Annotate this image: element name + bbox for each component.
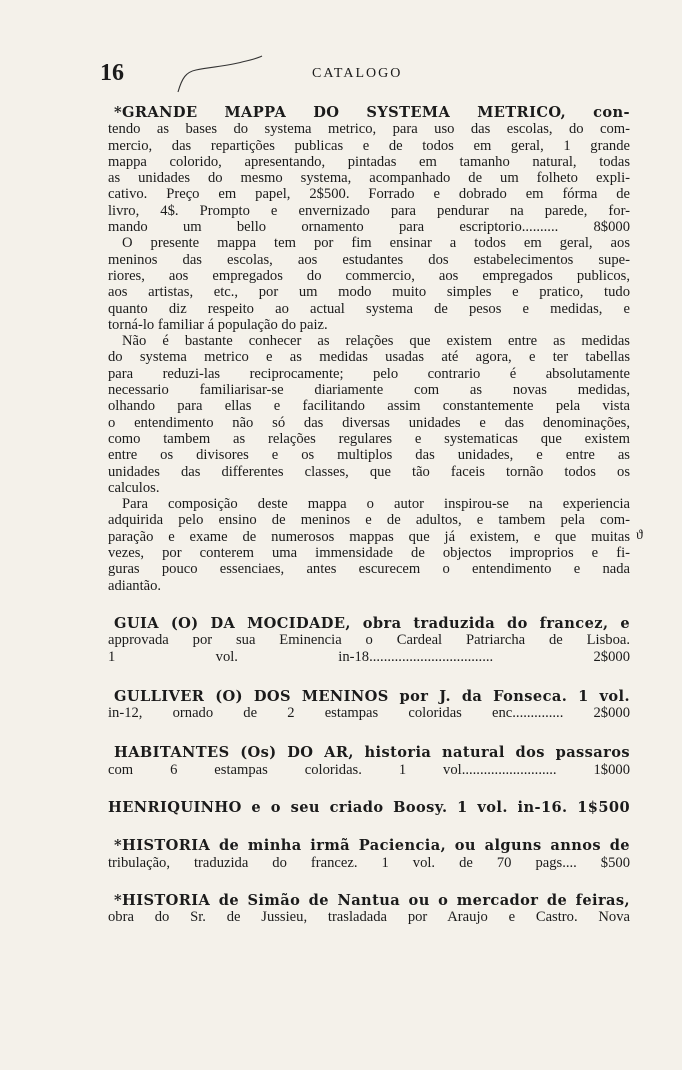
- entry-separator: [108, 816, 630, 838]
- text-line: aos artistas, etc., por um modo muito simples e pratico, tudo: [108, 284, 630, 301]
- mappa-paragraph-3: [108, 333, 630, 496]
- entry-separator: [108, 778, 630, 800]
- text-line: as unidades do mesmo systema, acompanhado de um folheto expli-: [108, 170, 630, 187]
- text-line: GULLIVER (O) DOS MENINOS por J. da Fonseca. 1 vol.: [114, 687, 630, 705]
- text-line: 1 vol. in-18.................................. 2$000: [108, 648, 630, 665]
- text-line: unidades das differentes classes, que tão faceis tornão todos os: [108, 463, 630, 480]
- entry-separator: [108, 665, 630, 689]
- text-line: *GRANDE MAPPA DO SYSTEMA METRICO, con-: [114, 104, 630, 121]
- entry-guia: [108, 616, 630, 665]
- text-line: do systema metrico e as medidas usadas até agora, e ter tabellas: [108, 349, 630, 366]
- text-line: riores, aos empregados do commercio, aos empregados publicos,: [108, 267, 630, 284]
- text-line: torná-lo familiar á população do paiz.: [108, 316, 328, 333]
- entry-separator: [108, 594, 630, 616]
- text-line: paração e exame de numerosos mappas que já existem, e que muitas: [108, 528, 630, 545]
- text-line: obra do Sr. de Jussieu, trasladada por Araujo e Castro. Nova: [108, 909, 630, 926]
- text-line: cativo. Preço em papel, 2$500. Forrado e dobrado em fórma de: [108, 186, 630, 203]
- text-line: necessario familiarisar-se diariamente com as novas medidas,: [108, 382, 630, 399]
- text-line: meninos das escolas, aos estudantes dos estabelecimentos supe-: [108, 251, 630, 268]
- text-line: o entendimento não só das diversas unidades e das denominações,: [108, 414, 630, 431]
- text-line: adiantão.: [108, 577, 162, 594]
- mappa-paragraph-2: [108, 235, 630, 333]
- page-number: 16: [100, 60, 124, 86]
- text-line: mappa colorido, apresentando, pintadas em tamanho natural, todas: [108, 153, 630, 170]
- text-line: entre os divisores e os multiplos das unidades, e entre as: [108, 447, 630, 464]
- text-line: calculos.: [108, 479, 160, 496]
- mappa-paragraph-1: [108, 105, 630, 235]
- text-line: mercio, das repartições publicas e de todos em geral, 1 grande: [108, 137, 630, 154]
- handwritten-pen-stroke: [168, 54, 268, 94]
- entry-gulliver: [108, 689, 630, 722]
- text-line: approvada por sua Eminencia o Cardeal Patriarcha de Lisboa.: [108, 632, 630, 649]
- text-line: adquirida pelo ensino de meninos e de adultos, e tambem pela com-: [108, 512, 630, 529]
- text-line: O presente mappa tem por fim ensinar a todos em geral, aos: [122, 235, 630, 252]
- text-line: in-12, ornado de 2 estampas coloridas enc.............. 2$000: [108, 705, 630, 722]
- text-line: olhando para ellas e facilitando assim constantemente pela vista: [108, 398, 630, 415]
- running-title: CATALOGO: [312, 66, 403, 81]
- text-line: *HISTORIA de Simão de Nantua ou o mercador de feiras,: [114, 891, 630, 909]
- text-line: mando um bello ornamento para escriptorio.......... 8$000: [108, 219, 630, 236]
- entry-separator: [108, 721, 630, 745]
- entry-historia-paciencia: [108, 838, 630, 871]
- text-line: vezes, por conterem uma immensidade de objectos improprios e fi-: [108, 545, 630, 562]
- entry-habitantes: [108, 745, 630, 778]
- text-line: tribulação, traduzida do francez. 1 vol. de 70 pags.... $500: [108, 854, 630, 871]
- catalog-text: [108, 105, 630, 925]
- text-line: com 6 estampas coloridas. 1 vol.......................... 1$000: [108, 761, 630, 778]
- entry-separator: [108, 871, 630, 893]
- text-line: livro, 4$. Prompto e envernizado para pendurar na parede, for-: [108, 202, 630, 219]
- text-line: tendo as bases do systema metrico, para uso das escolas, do com-: [108, 121, 630, 138]
- entry-henriquinho: [108, 800, 630, 816]
- text-line: guras pouco essenciaes, antes escurecem o entendimento e nada: [108, 561, 630, 578]
- text-line: como tambem as relações regulares e systematicas que existem: [108, 430, 630, 447]
- text-line: HABITANTES (Os) DO AR, historia natural dos passaros: [114, 744, 630, 762]
- text-line: Para composição deste mappa o autor inspirou-se na experiencia: [122, 496, 630, 513]
- text-line: GUIA (O) DA MOCIDADE, obra traduzida do francez, e: [114, 614, 630, 632]
- mappa-paragraph-4: [108, 496, 630, 594]
- text-line: quanto diz respeito ao actual systema de pesos e medidas, e: [108, 300, 630, 317]
- text-line: *HISTORIA de minha irmã Paciencia, ou alguns annos de: [114, 837, 630, 855]
- text-line: Não é bastante conhecer as relações que existem entre as medidas: [122, 333, 630, 350]
- entry-historia-simao: [108, 893, 630, 926]
- entry-grande-mappa: [108, 105, 630, 594]
- margin-mark: ϑ: [636, 528, 643, 543]
- text-line: HENRIQUINHO e o seu criado Boosy. 1 vol. in-16. 1$500: [108, 798, 630, 816]
- text-line: para reduzi-las reciprocamente; pelo contrario é absolutamente: [108, 365, 630, 382]
